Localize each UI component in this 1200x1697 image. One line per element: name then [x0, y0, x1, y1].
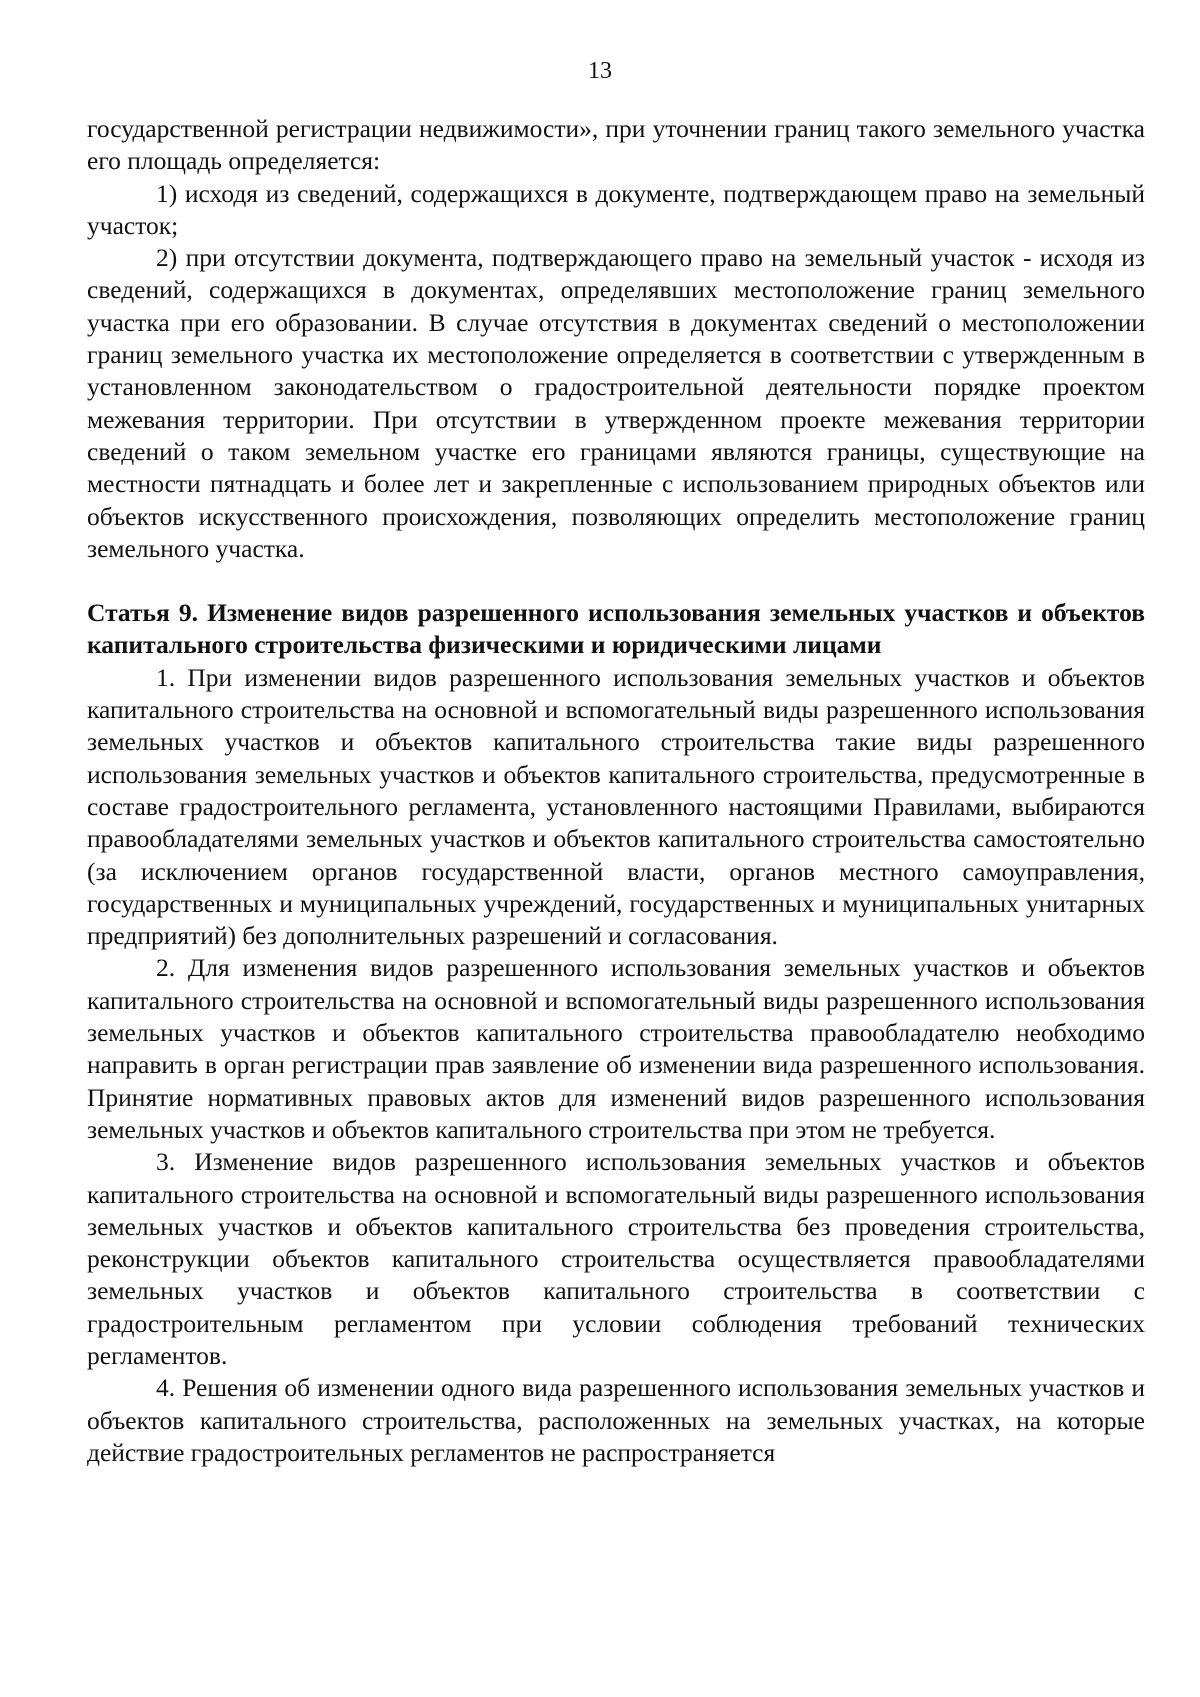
paragraph-item-1: 1) исходя из сведений, содержащихся в документе, подтверждающем право на земельный участок;	[87, 178, 1145, 240]
paragraph-article-9-point-2: 2. Для изменения видов разрешенного использования земельных участков и объектов капитального строительства на основной и вспомогательный виды разрешенного использования земельных участков и объектов капитального строительства правообладателю необходимо направить в орган регистрации прав заявление об изменении вида разрешенного использования. Принятие нормативных правовых актов для изменений видов разрешенного использования земельных участков и объектов капитального строительства при этом не требуется.	[87, 953, 1145, 1144]
paragraph-article-9-point-3: 3. Изменение видов разрешенного использования земельных участков и объектов капитального строительства на основной и вспомогательный виды разрешенного использования земельных участков и объектов капитального строительства без проведения строительства, реконструкции объектов капитального строительства осуществляется правообладателями земельных участков и объектов капитального строительства в соответствии с градостроительным регламентом при условии соблюдения требований технических регламентов.	[87, 1147, 1145, 1370]
document-body	[87, 113, 1145, 1469]
page-number: 13	[588, 58, 612, 84]
article-9-heading: Статья 9. Изменение видов разрешенного использования земельных участков и объектов капитального строительства физическими и юридическими лицами	[87, 598, 1145, 660]
paragraph-continuation: государственной регистрации недвижимости», при уточнении границ такого земельного участка его площадь определяется:	[87, 114, 1145, 176]
paragraph-item-2: 2) при отсутствии документа, подтверждающего право на земельный участок - исходя из сведений, содержащихся в документах, определявших местоположение границ земельного участка при его образовании. В случае отсутствия в документах сведений о местоположении границ земельного участка их местоположение определяется в соответствии с утвержденным в установленном законодательством о градостроительной деятельности порядке проектом межевания территории. При отсутствии в утвержденном проекте межевания территории сведений о таком земельном участке его границами являются границы, существующие на местности пятнадцать и более лет и закрепленные с использованием природных объектов или объектов искусственного происхождения, позволяющих определить местоположение границ земельного участка.	[87, 243, 1145, 563]
paragraph-article-9-point-4: 4. Решения об изменении одного вида разрешенного использования земельных участков и объектов капитального строительства, расположенных на земельных участках, на которые действие градостроительных регламентов не распространяется	[87, 1373, 1145, 1467]
paragraph-article-9-point-1: 1. При изменении видов разрешенного использования земельных участков и объектов капитального строительства на основной и вспомогательный виды разрешенного использования земельных участков и объектов капитального строительства такие виды разрешенного использования земельных участков и объектов капитального строительства, предусмотренные в составе градостроительного регламента, установленного настоящими Правилами, выбираются правообладателями земельных участков и объектов капитального строительства самостоятельно (за исключением органов государственной власти, органов местного самоуправления, государственных и муниципальных учреждений, государственных и муниципальных унитарных предприятий) без дополнительных разрешений и согласования.	[87, 662, 1145, 951]
